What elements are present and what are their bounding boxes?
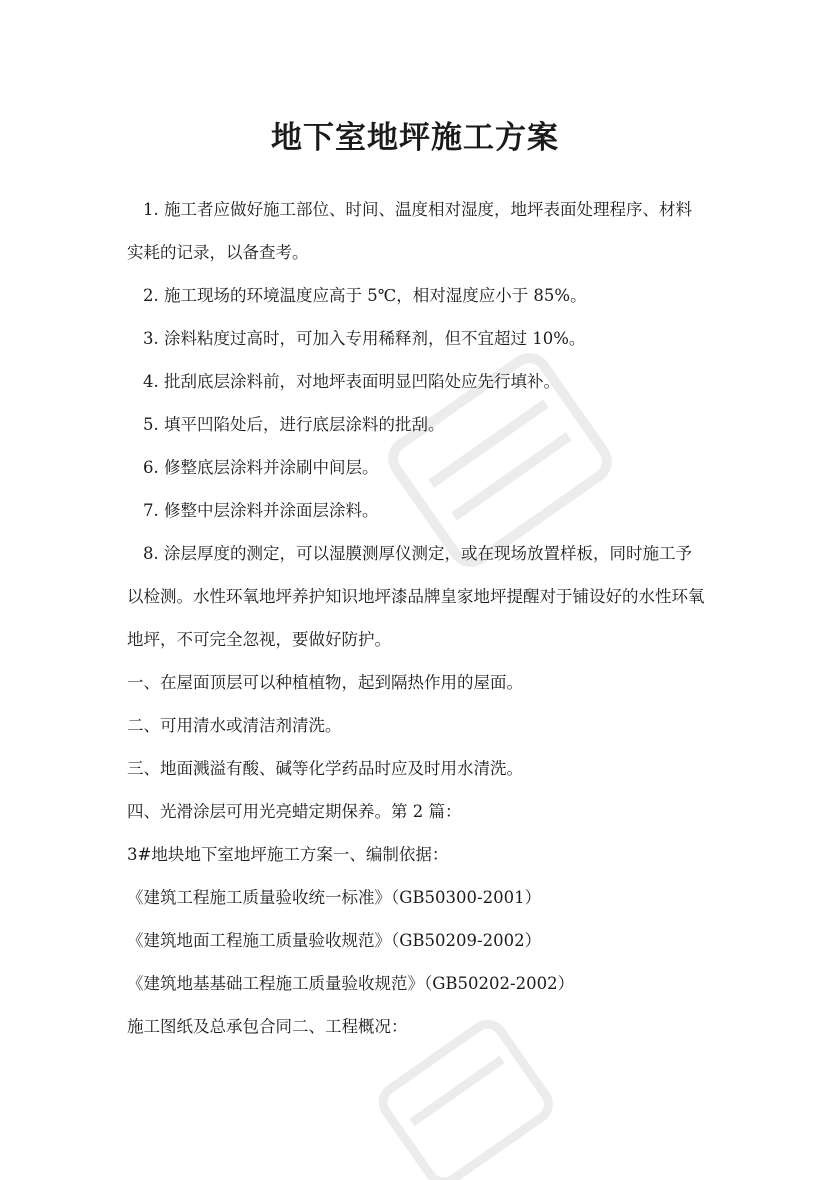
paragraph: 二、可用清水或清洁剂清洗。 [127, 716, 342, 735]
paragraph: 3. 涂料粘度过高时，可加入专用稀释剂，但不宜超过 10%。 [143, 329, 586, 348]
paragraph: 《建筑地面工程施工质量验收规范》（GB50209-2002） [127, 931, 542, 950]
paragraph: 三、地面溅溢有酸、碱等化学药品时应及时用水清洗。 [127, 759, 523, 778]
paragraph: 7. 修整中层涂料并涂面层涂料。 [143, 501, 379, 520]
paragraph: 施工图纸及总承包合同二、工程概况： [127, 1017, 408, 1036]
paragraph: 一、在屋面顶层可以种植植物，起到隔热作用的屋面。 [127, 673, 523, 692]
paragraph: 8. 涂层厚度的测定，可以湿膜测厚仪测定，或在现场放置样板，同时施工予以检测。水性环氧地坪养护知识地坪漆品牌皇家地坪提醒对于铺设好的水性环氧地坪，不可完全忽视，要做好防护。 [127, 544, 705, 649]
document-title: 地下室地坪施工方案 [271, 120, 559, 156]
paragraph: 《建筑工程施工质量验收统一标准》（GB50300-2001） [127, 888, 542, 907]
paragraph: 3#地块地下室地坪施工方案一、编制依据： [127, 845, 449, 864]
paragraph: 《建筑地基基础工程施工质量验收规范》（GB50202-2002） [127, 974, 575, 993]
paragraph: 四、光滑涂层可用光亮蜡定期保养。第 2 篇： [127, 802, 462, 821]
paragraph: 2. 施工现场的环境温度应高于 5℃，相对湿度应小于 85%。 [143, 286, 587, 305]
paragraph: 5. 填平凹陷处后，进行底层涂料的批刮。 [143, 415, 445, 434]
paragraph: 4. 批刮底层涂料前，对地坪表面明显凹陷处应先行填补。 [143, 372, 560, 391]
paragraph: 1. 施工者应做好施工部位、时间、温度相对湿度，地坪表面处理程序、材料实耗的记录，以备查考。 [127, 200, 692, 262]
document-body [127, 188, 707, 1048]
paragraph: 6. 修整底层涂料并涂刷中间层。 [143, 458, 379, 477]
